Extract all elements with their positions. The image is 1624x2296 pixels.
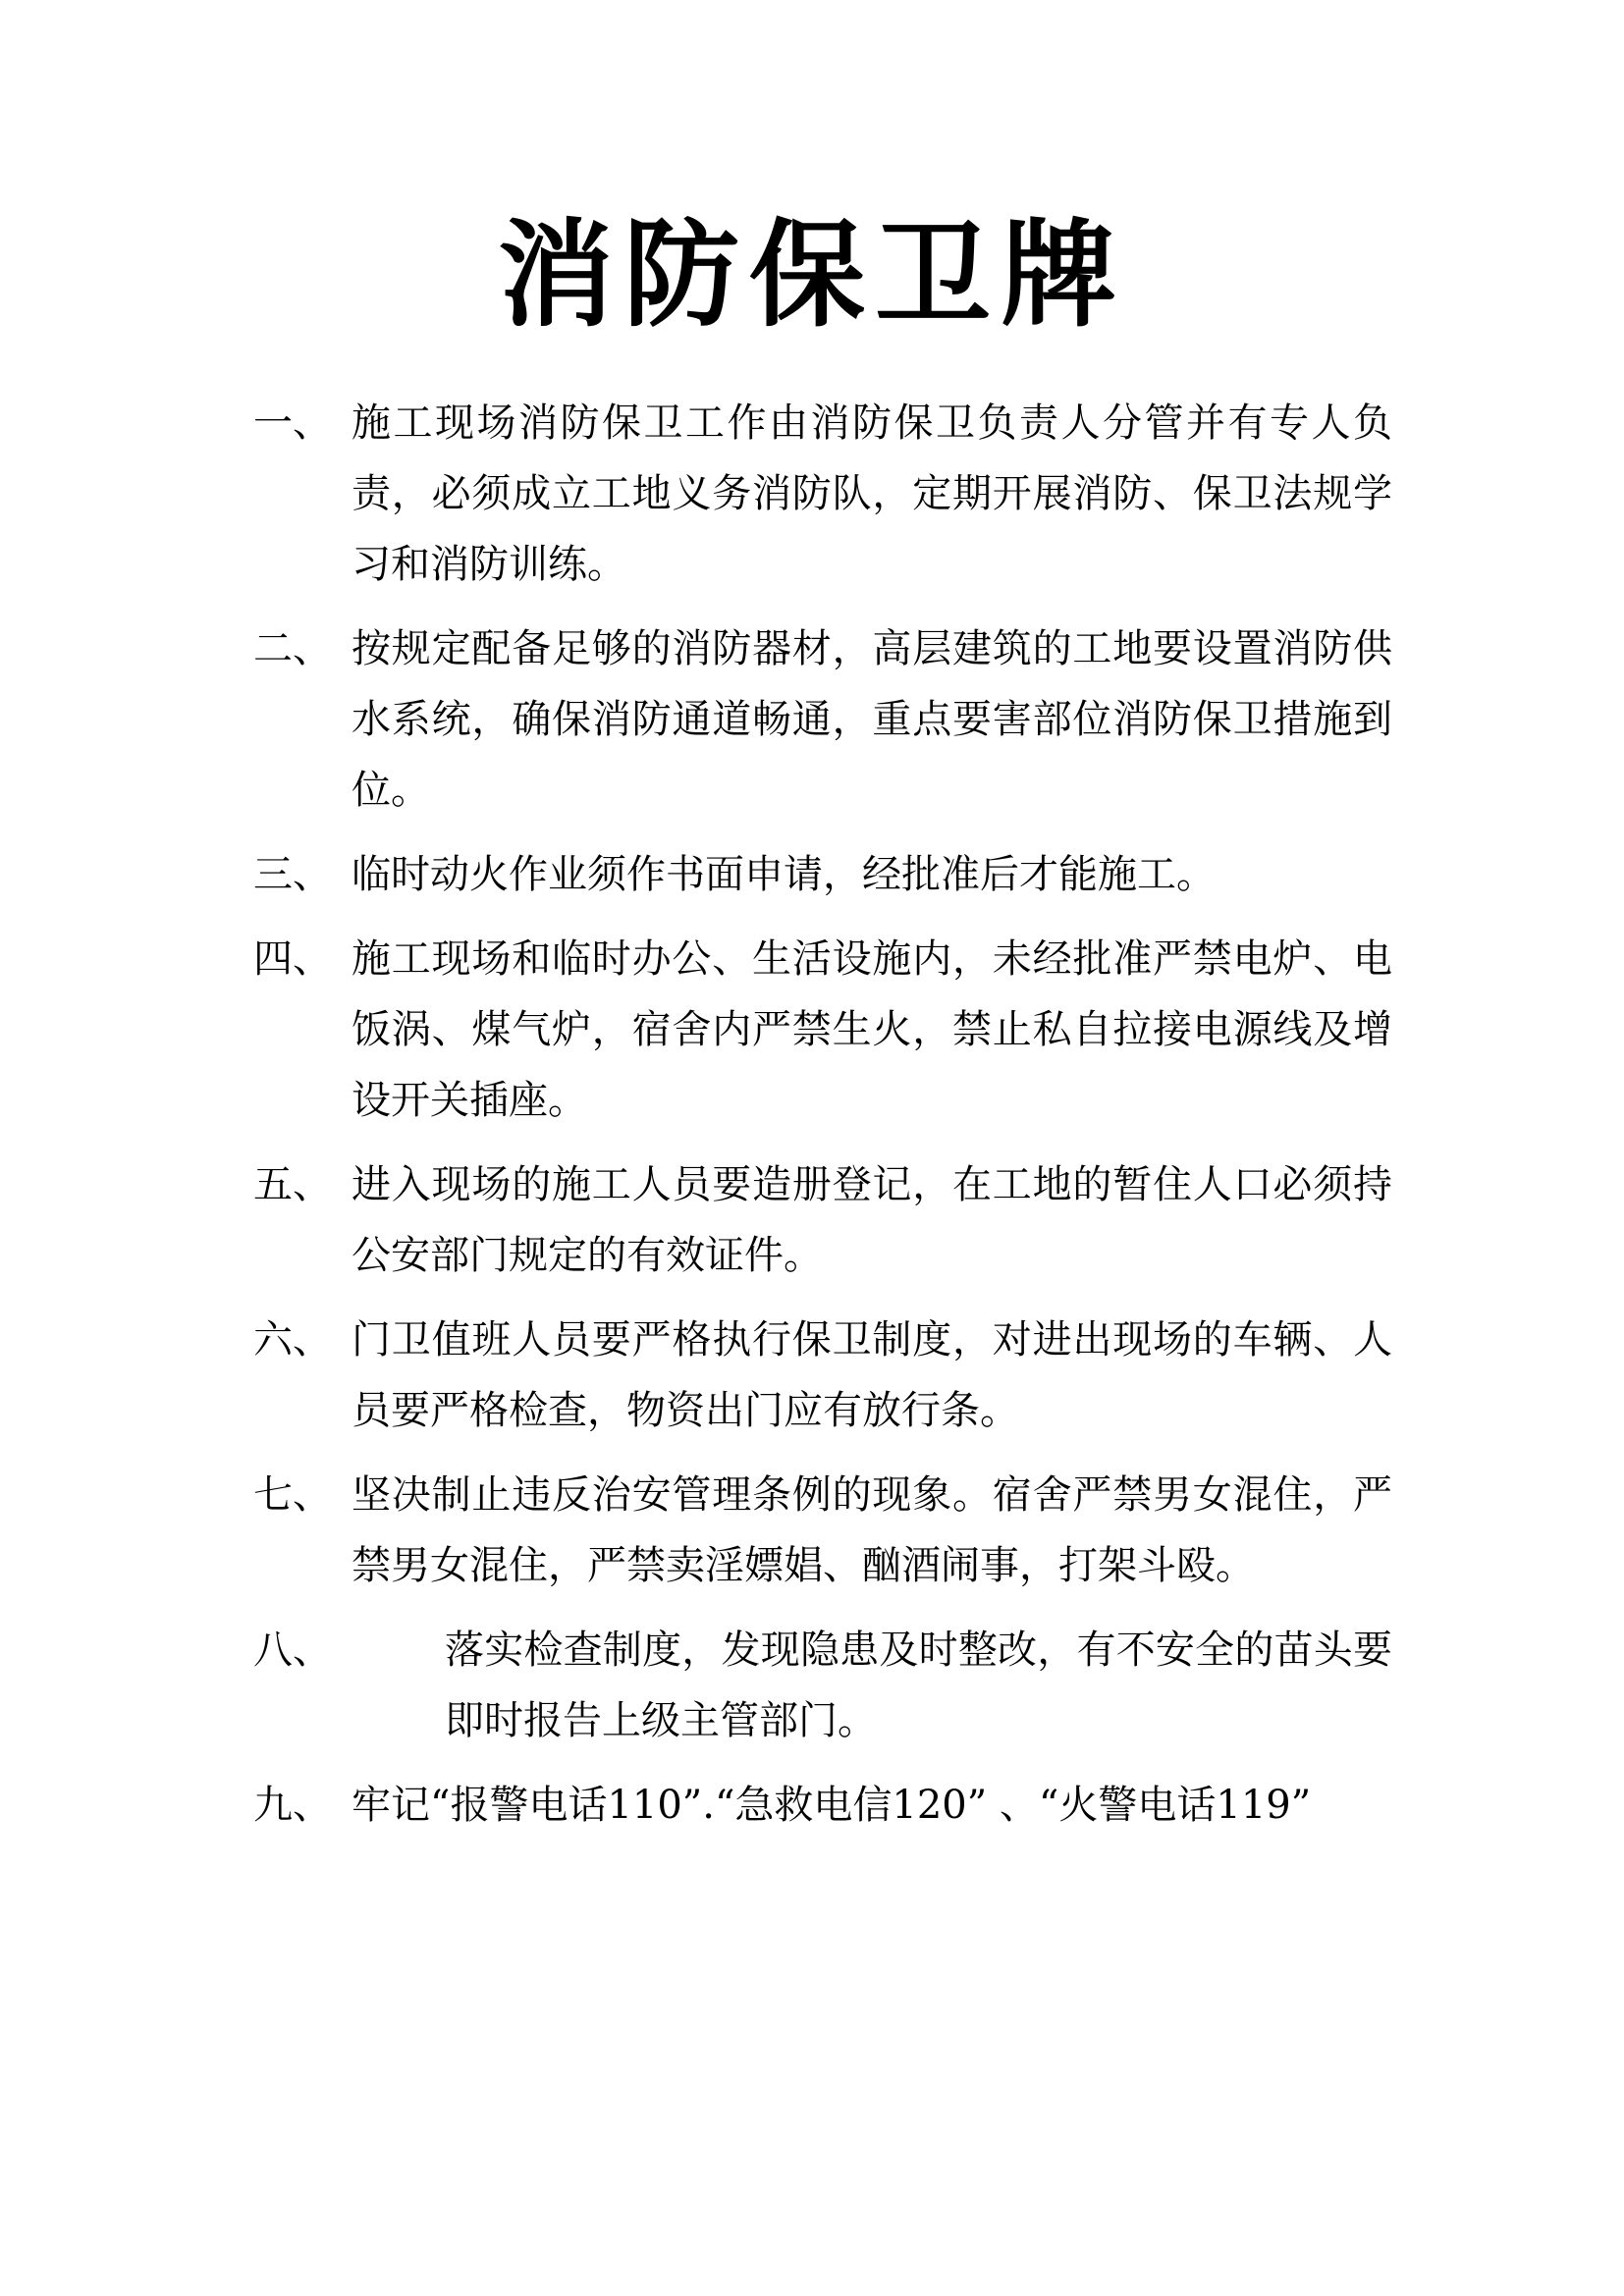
list-item <box>253 388 1392 600</box>
list-item <box>253 1305 1392 1446</box>
item-number: 五、 <box>253 1162 332 1207</box>
list-item <box>253 924 1392 1136</box>
list-item <box>253 839 1392 910</box>
item-number: 九、 <box>253 1783 332 1828</box>
item-number: 八、 <box>253 1628 332 1673</box>
item-text: 施工现场消防保卫工作由消防保卫负责人分管并有专人负责，必须成立工地义务消防队，定期开展消防、保卫法规学习和消防训练。 <box>352 400 1392 587</box>
item-text: 临时动火作业须作书面申请，经批准后才能施工。 <box>352 852 1216 897</box>
item-number: 四、 <box>253 936 332 982</box>
rules-list <box>253 388 1392 1854</box>
item-number: 六、 <box>253 1317 332 1362</box>
item-text: 门卫值班人员要严格执行保卫制度，对进出现场的车辆、人员要严格检查，物资出门应有放行条。 <box>352 1317 1392 1433</box>
item-text: 施工现场和临时办公、生活设施内，未经批准严禁电炉、电饭涡、煤气炉，宿舍内严禁生火，禁止私自拉接电源线及增设开关插座。 <box>352 936 1392 1123</box>
list-item <box>253 614 1392 826</box>
item-number: 七、 <box>253 1472 332 1518</box>
list-item <box>253 1460 1392 1601</box>
item-text: 进入现场的施工人员要造册登记，在工地的暂住人口必须持公安部门规定的有效证件。 <box>352 1162 1392 1278</box>
item-text: 坚决制止违反治安管理条例的现象。宿舍严禁男女混住，严禁男女混住，严禁卖淫嫖娼、酗酒闹事，打架斗殴。 <box>352 1472 1392 1588</box>
item-number: 三、 <box>253 852 332 897</box>
list-item <box>253 1149 1392 1291</box>
item-number: 一、 <box>253 400 332 446</box>
list-item <box>253 1770 1392 1841</box>
item-text: 按规定配备足够的消防器材，高层建筑的工地要设置消防供水系统，确保消防通道畅通，重点要害部位消防保卫措施到位。 <box>352 626 1392 813</box>
item-number: 二、 <box>253 626 332 671</box>
item-text: 牢记“报警电话110”.“急救电信120” 、“火警电话119” <box>352 1783 1312 1828</box>
page-title: 消防保卫牌 <box>497 207 1126 343</box>
list-item <box>253 1615 1392 1756</box>
item-text: 落实检查制度，发现隐患及时整改，有不安全的苗头要即时报告上级主管部门。 <box>445 1628 1392 1743</box>
